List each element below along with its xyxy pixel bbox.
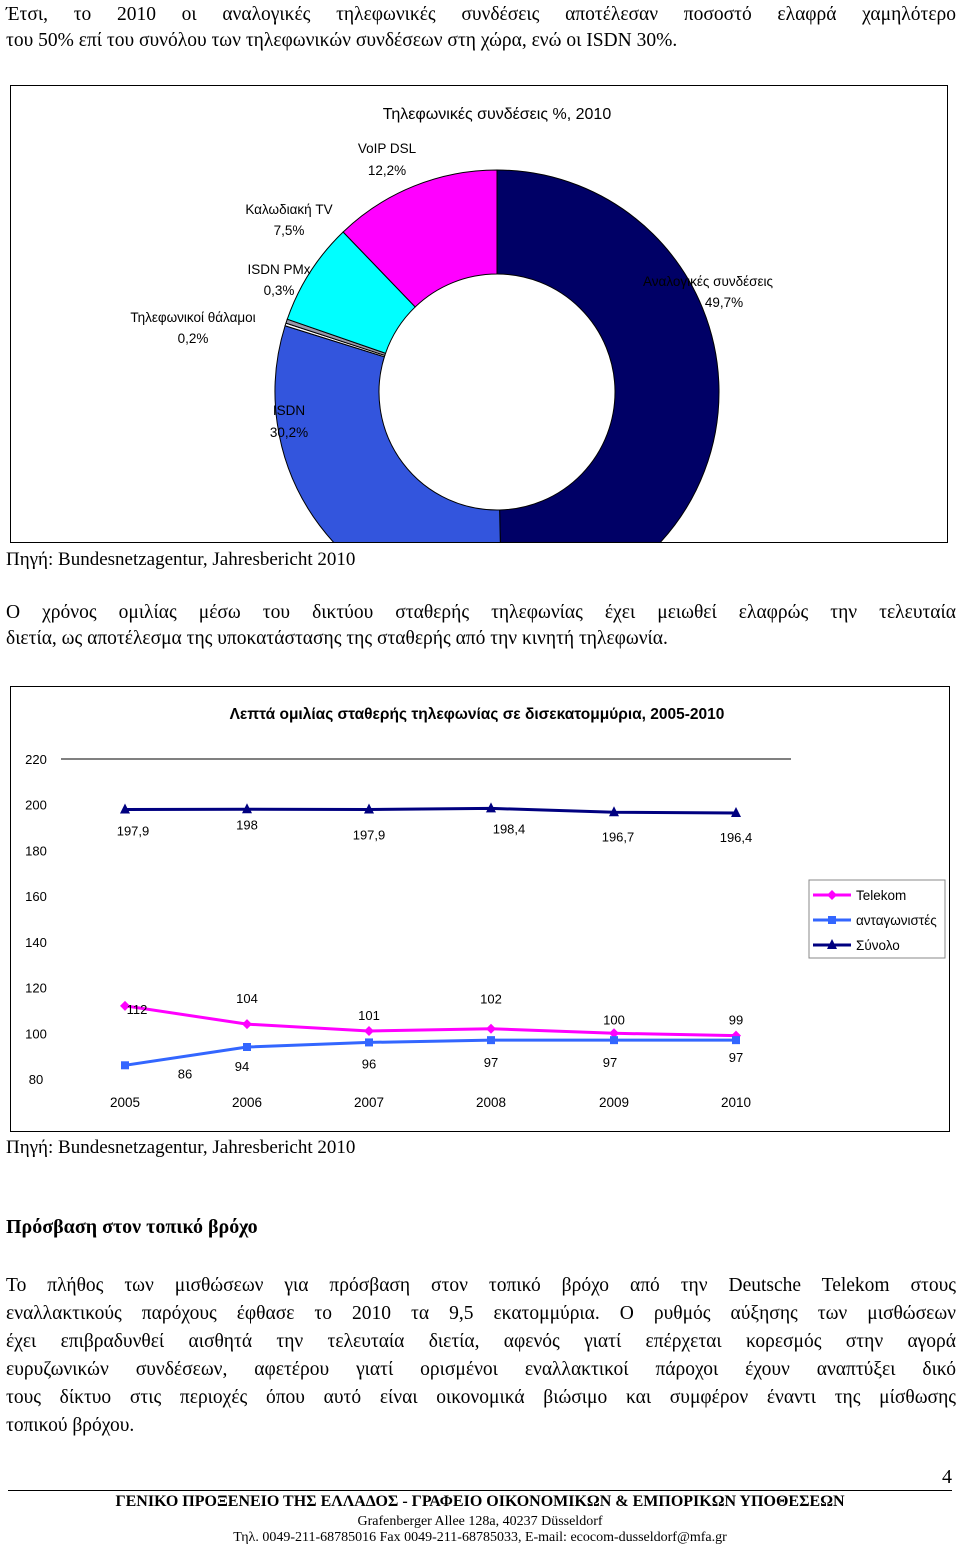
series-1-point-4 (610, 1036, 618, 1044)
series-2-label-4: 196,7 (601, 829, 635, 845)
source-note-1: Πηγή: Bundesnetzagentur, Jahresbericht 2010 (6, 549, 356, 570)
donut-label-value-0: 49,7% (704, 295, 744, 310)
legend-marker-1 (828, 916, 836, 924)
middle-line-2: διετία, ως αποτέλεσμα της υποκατάστασης της σταθερής από την κινητή τηλεφωνία. (6, 628, 668, 649)
donut-label-name-5: VoIP DSL (357, 141, 417, 156)
footer-divider (8, 1490, 952, 1491)
series-2-label-5: 196,4 (719, 829, 753, 845)
line-chart-frame (10, 686, 950, 1132)
series-1-point-3 (487, 1036, 495, 1044)
middle-line-1: Ο χρόνος ομιλίας μέσω του δικτύου σταθερής τηλεφωνίας έχει μειωθεί ελαφρώς την τελευταία (6, 602, 956, 623)
body-line-2: εναλλακτικούς παρόχους έφθασε το 2010 τα 9,5 εκατομμύρια. Ο ρυθμός αύξησης των μισθώσεων (6, 1303, 956, 1324)
series-1-label-0: 86 (177, 1066, 193, 1082)
series-2-label-2: 197,9 (352, 827, 386, 843)
x-tick-label-5: 2010 (720, 1095, 752, 1110)
series-line-0 (125, 1006, 736, 1036)
series-1-point-0 (121, 1061, 129, 1069)
x-tick-label-2: 2007 (353, 1095, 385, 1110)
donut-label-name-4: Καλωδιακή TV (245, 202, 333, 217)
series-1-label-3: 97 (483, 1055, 499, 1071)
series-0-point-2 (364, 1026, 374, 1036)
body-line-6: τοπικού βρόχου. (6, 1415, 135, 1436)
line-chart-title: Λεπτά ομιλίας σταθερής τηλεφωνίας σε δισεκατομμύρια, 2005-2010 (229, 706, 725, 723)
body-line-3: έχει επιβραδυνθεί αισθητά την τελευταία διετία, αφενός γιατί επέρχεται κορεσμός στην αγορά (6, 1331, 956, 1352)
donut-label-value-4: 7,5% (273, 223, 305, 238)
series-2-label-3: 198,4 (492, 821, 526, 837)
series-line-1 (125, 1040, 736, 1065)
series-1-point-2 (365, 1038, 373, 1046)
donut-label-name-3: ISDN PMx (247, 262, 311, 277)
x-tick-label-4: 2009 (598, 1095, 630, 1110)
footer-address: Grafenberger Allee 128a, 40237 Düsseldorf (357, 1514, 603, 1529)
donut-chart-frame (10, 85, 948, 543)
series-2-label-1: 198 (236, 817, 258, 833)
series-2-label-0: 197,9 (116, 823, 150, 839)
intro-paragraph (6, 2, 956, 54)
legend-label-1: ανταγωνιστές (856, 913, 937, 928)
intro-line-1: Έτσι, το 2010 οι αναλογικές τηλεφωνικές συνδέσεις αποτέλεσαν ποσοστό ελαφρά χαμηλότερο (6, 4, 956, 25)
series-0-label-4: 100 (603, 1012, 625, 1028)
series-0-label-2: 101 (358, 1008, 380, 1023)
donut-slice-0 (497, 170, 719, 542)
y-tick-label-0: 220 (25, 752, 47, 767)
donut-chart (11, 86, 947, 542)
footer-contact: Τηλ. 0049-211-68785016 Fax 0049-211-68785033, E-mail: ecocom-dusseldorf@mfa.gr (233, 1530, 727, 1545)
donut-slice-1 (272, 326, 502, 542)
y-tick-label-3: 160 (25, 889, 47, 905)
donut-label-name-1: ISDN (272, 403, 306, 418)
donut-chart-title: Τηλεφωνικές συνδέσεις %, 2010 (382, 106, 612, 123)
y-tick-label-4: 140 (25, 934, 47, 950)
series-0-label-0: 112 (126, 1001, 148, 1017)
footer-org: ΓΕΝΙΚΟ ΠΡΟΞΕΝΕΙΟ ΤΗΣ ΕΛΛΑΔΟΣ - ΓΡΑΦΕΙΟ ΟΙΚΟΝΟΜΙΚΩΝ & ΕΜΠΟΡΙΚΩΝ ΥΠΟΘΕΣΕΩΝ (115, 1493, 845, 1510)
body-line-1: Το πλήθος των μισθώσεων για πρόσβαση στον τοπικό βρόχο από την Deutsche Telekom στους (6, 1275, 956, 1296)
section-heading: Πρόσβαση στον τοπικό βρόχο (6, 1216, 258, 1238)
y-tick-label-6: 100 (25, 1026, 47, 1042)
y-tick-label-7: 80 (28, 1072, 44, 1087)
series-0-point-1 (242, 1019, 252, 1029)
body-paragraph (6, 1272, 956, 1440)
series-1-point-5 (732, 1036, 740, 1044)
donut-label-name-0: Αναλογικές συνδέσεις (643, 274, 773, 289)
legend-label-2: Σύνολο (856, 938, 900, 953)
x-tick-label-0: 2005 (109, 1095, 141, 1110)
donut-label-value-3: 0,3% (263, 283, 295, 298)
series-1-label-4: 97 (602, 1055, 618, 1071)
body-line-4: ευρυζωνικών συνδέσεων, αφετέρου γιατί ορισμένοι εναλλακτικοί πάροχοι έχουν αναπτύξει δικό (6, 1359, 956, 1380)
donut-label-name-2: Τηλεφωνικοί θάλαμοι (130, 310, 256, 325)
series-1-label-2: 96 (361, 1056, 377, 1072)
legend-label-0: Telekom (856, 888, 907, 903)
series-0-label-5: 99 (728, 1012, 744, 1028)
y-tick-label-5: 120 (25, 980, 47, 996)
intro-line-2: του 50% επί του συνόλου των τηλεφωνικών συνδέσεων στη χώρα, ενώ οι ISDN 30%. (6, 30, 678, 51)
source-note-2: Πηγή: Bundesnetzagentur, Jahresbericht 2010 (6, 1137, 356, 1158)
series-0-label-3: 102 (480, 991, 502, 1007)
donut-label-value-1: 30,2% (269, 425, 309, 440)
page-number: 4 (942, 1466, 952, 1488)
y-tick-label-2: 180 (25, 843, 47, 859)
line-chart (11, 687, 949, 1131)
body-line-5: τους δίκτυο στις περιοχές όπου αυτό είναι οικονομικά βιώσιμο και συμφέρον έναντι της μίσθωσης (6, 1387, 956, 1408)
donut-label-value-5: 12,2% (367, 163, 407, 178)
x-tick-label-3: 2008 (475, 1095, 507, 1110)
series-line-2 (125, 808, 736, 813)
series-0-point-3 (486, 1024, 496, 1034)
y-tick-label-1: 200 (25, 797, 47, 813)
series-1-point-1 (243, 1043, 251, 1051)
donut-label-value-2: 0,2% (177, 331, 209, 346)
x-tick-label-1: 2006 (231, 1095, 263, 1110)
series-0-label-1: 104 (236, 991, 258, 1007)
series-1-label-5: 97 (728, 1050, 744, 1066)
series-1-label-1: 94 (234, 1059, 250, 1074)
middle-paragraph (6, 600, 956, 652)
